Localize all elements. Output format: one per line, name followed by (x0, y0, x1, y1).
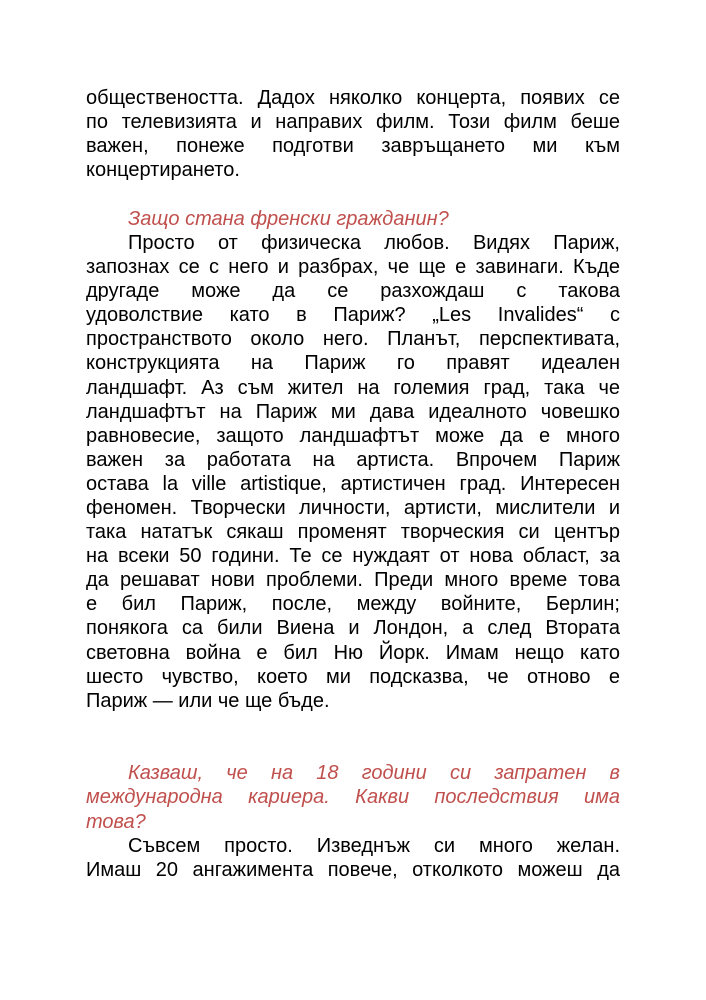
text-line: понякога са били Виена и Лондон, а след Втората (86, 617, 620, 640)
interview-answer (86, 231, 620, 713)
text-line: шесто чувство, което ми подсказва, че отново е (86, 665, 620, 688)
text-line: обществеността. Дадох няколко концерта, появих се (86, 87, 620, 109)
paragraph (86, 86, 620, 182)
text-line: ландшафт. Аз съм жител на големия град, така че (86, 376, 620, 399)
text-line: другаде може да се разхождаш с такова (86, 280, 620, 303)
text-line: на всеки 50 години. Те се нуждаят от нова област, за (86, 545, 620, 568)
question-line: Казваш, че на 18 години си запратен в (128, 762, 620, 785)
text-line: равновесие, защото ландшафтът може да е много (86, 424, 620, 447)
text-line: удоволствие като в Париж? „Les Invalides“ с (86, 304, 620, 327)
text-line: Париж — или че ще бъде. (86, 689, 330, 712)
question-line: Защо стана френски гражданин? (128, 207, 449, 230)
text-line: остава la ville artistique, артистичен град. Интересен (86, 472, 620, 495)
text-line: концертирането. (86, 159, 240, 182)
text-line: пространството около него. Планът, перспективата, (86, 328, 620, 351)
text-line: конструкцията на Париж го правят идеален (86, 352, 620, 375)
interview-question (86, 761, 620, 833)
text-line: ландшафтът на Париж ми дава идеалното човешко (86, 400, 620, 423)
spacer (86, 713, 620, 762)
interview-question (86, 207, 620, 231)
text-line: е бил Париж, после, между войните, Берлин; (86, 593, 620, 616)
text-line: по телевизията и направих филм. Този филм беше (86, 111, 620, 134)
text-line: да решават нови проблеми. Преди много време това (86, 569, 620, 592)
text-line: запознах се с него и разбрах, че ще е завинаги. Къде (86, 256, 620, 279)
question-line: международна кариера. Какви последствия има (86, 786, 620, 809)
text-line: важен, понеже подготви завръщането ми към (86, 135, 620, 158)
question-line: това? (86, 810, 146, 833)
spacer (86, 182, 620, 207)
interview-answer (86, 834, 620, 882)
text-line: феномен. Творчески личности, артисти, мислители и (86, 497, 620, 519)
text-line: Съвсем просто. Изведнъж си много желан. (128, 834, 620, 857)
text-line: Имаш 20 ангажимента повече, отколкото можеш да (86, 858, 620, 881)
document-page (86, 86, 620, 882)
text-line: Просто от физическа любов. Видях Париж, (128, 231, 620, 254)
text-line: световна война е бил Ню Йорк. Имам нещо като (86, 641, 620, 664)
text-line: важен за работата на артиста. Впрочем Париж (86, 448, 620, 471)
text-line: така нататък сякаш променят творческия си център (86, 521, 620, 544)
